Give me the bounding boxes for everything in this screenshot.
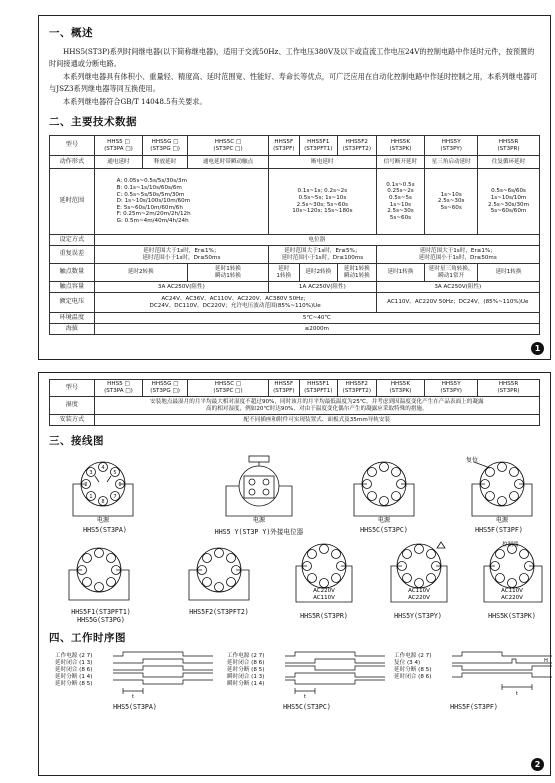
contact-cell-a: 延时2转换 <box>94 264 187 282</box>
power-label: 电源 <box>252 517 266 524</box>
wiring-caption: HHS5Y(ST3PY) <box>394 612 442 620</box>
model-cell: HHS5Y (ST3PY) <box>425 136 478 156</box>
wiring-diagram-hhs5r <box>284 540 364 610</box>
mount-cell: 配不同插座和附件可实现装置式、面板式及35mm导轨安装 <box>94 415 539 426</box>
humidity-line-2: 高的相对湿度，例如20℃时达90%，对由于温度变化偶尔产生的凝露应采取特殊的措施。 <box>206 405 428 412</box>
svg-text:7: 7 <box>113 494 117 500</box>
model-cell: HHS5F2 (ST3PFT2) <box>338 380 377 397</box>
row-label-contact: 触点数量 <box>50 264 95 282</box>
range-cell-k: 0.1s~0.5s 0.25s~2s 0.5s~5s 1s~10s 2.5s~30s 5s~60s <box>376 169 425 235</box>
spec-table-continued <box>49 379 540 426</box>
voltage-cell-k: AC110V、AC220V 50Hz；DC24V，(85%~110%)Ue <box>376 293 539 313</box>
svg-text:4: 4 <box>101 465 105 471</box>
ac-label: AC220V <box>408 595 430 601</box>
timing-waveform <box>285 651 385 699</box>
range-cell-a: A: 0.05s~0.5s/5s/30s/3m B: 0.1s~1s/10s/60s/6m C: 0.5s~5s/50s/5m/30m D: 1s~10s/100s/10m/60m E: 5s~60s/10m/60m/6h F: 0.25m~2m/20m/2h/12h G: 0.5m~4m/40m/4h/24h <box>94 169 268 235</box>
timing-label: 延时闭合 (8 6) <box>227 660 265 666</box>
section-tech-heading: 二、主要技术数据 <box>49 116 137 128</box>
overview-paragraph-2: 本系列继电器具有体积小、重量轻、精度高、延时范围宽、性能好、寿命长等优点，可广泛应用在自动化控制电路中作延时控制之用，本系列继电器可与JSZ3系列继电器等同互换使用。 <box>49 72 538 93</box>
table-row <box>50 313 540 324</box>
wiring-caption: HHS5F2(ST3PFT2) <box>189 608 249 616</box>
t-label: t <box>516 691 518 697</box>
t-label: t <box>304 694 306 699</box>
timing-label: 延时分断 (1 4) <box>55 674 93 680</box>
timing-chart-hhs5f <box>394 651 554 713</box>
action-cell: 往复循环延时 <box>478 156 540 169</box>
table-row <box>50 293 540 313</box>
wiring-diagram-hhs5f <box>454 454 544 526</box>
power-label: 电源 <box>495 517 509 524</box>
setting-cell: 电位器 <box>94 235 539 246</box>
timing-chart-hhs5 <box>55 651 215 713</box>
model-cell: HHS5F1 (ST3PFT1) <box>299 380 338 397</box>
contact-cell-k: 延时1转换 <box>376 264 425 282</box>
wiring-caption: HHS5 Y(ST3P Y)外接电位器 <box>214 528 304 536</box>
repeat-cell-a: 延时范围大于1s时，Er≤1%； 延时范围小于1s时，Dr≤50ms <box>94 246 268 264</box>
reset-label: 复位 <box>466 457 479 464</box>
wiring-caption: HHS5F(ST3PF) <box>475 526 523 534</box>
wiring-diagram-hhs5f1 <box>59 540 139 606</box>
wiring-row-1 <box>49 454 540 534</box>
wiring-diagram-hhs5y <box>379 540 459 610</box>
timing-label: 延时闭合 (1 3) <box>55 660 93 666</box>
action-cell: 断电延时 <box>269 156 377 169</box>
capacity-cell-a: 3A AC250V(阻性) <box>94 282 268 293</box>
action-cell: 释放延时 <box>143 156 188 169</box>
range-cell-r: 0.5s~6s/60s 1s~10s/10m 2.5s~30s/30m 5s~60s/60m <box>478 169 540 235</box>
timing-waveform <box>452 651 552 699</box>
table-row <box>50 415 540 426</box>
model-cell: HHS5C □ (ST3PC □) <box>187 380 268 397</box>
table-row <box>50 235 540 246</box>
row-label-altitude: 海拔 <box>50 324 95 335</box>
contact-cell-f: 延时 1转换 <box>269 264 299 282</box>
overview-paragraph-1: HHS5(ST3P)系列时间继电器(以下简称继电器)，适用于交流50Hz、工作电压380V及以下或直流工作电压24V的控制电路中作延时元件，按预置的时间接通或分断电路。 <box>49 47 535 68</box>
timing-label: 延时闭合 (8 6) <box>394 674 432 680</box>
timing-caption: HHS5C(ST3PC) <box>283 703 331 711</box>
spec-table <box>49 135 540 335</box>
model-cell: HHS5C □ (ST3PC □) <box>187 136 268 156</box>
model-cell: HHS5R (ST3PR) <box>478 380 540 397</box>
model-cell: HHS5K (ST3PK) <box>376 380 425 397</box>
row-label-mount: 安装方式 <box>50 415 95 426</box>
timing-label: 延时分断 (8 5) <box>227 667 265 673</box>
table-row <box>50 169 540 235</box>
model-cell: HHS5R (ST3PR) <box>478 136 540 156</box>
page-1 <box>38 15 551 360</box>
model-cell: HHS5F2 (ST3PFT2) <box>338 136 377 156</box>
contact-cell-c: 延时1转换 瞬动1转换 <box>187 264 268 282</box>
altitude-cell: ≤2000m <box>94 324 539 335</box>
h-label: H <box>544 658 548 664</box>
repeat-cell-f: 延时范围大于1s时，Er≤5%； 延时范围小于1s时，Dr≤100ms <box>269 246 377 264</box>
contact-cell-f1: 延时2转换 <box>299 264 338 282</box>
capacity-cell-k: 3A AC250V(阻性) <box>376 282 539 293</box>
ac-label: AC220V <box>313 588 335 594</box>
wiring-diagram-hhs5c <box>344 454 424 524</box>
timing-caption: HHS5(ST3PA) <box>113 703 157 711</box>
table-row <box>50 264 540 282</box>
wiring-diagram-hhs5f2 <box>179 540 259 606</box>
repeat-cell-k: 延时范围大于1s时，Er≤1%； 延时范围小于1s时，Dr≤50ms <box>376 246 539 264</box>
table-row <box>50 397 540 415</box>
timing-label: 复位 (3 4) <box>394 660 421 666</box>
capacity-cell-f: 1A AC250V(阻性) <box>269 282 377 293</box>
wiring-diagram-hhs5k <box>464 540 554 610</box>
page-2 <box>38 372 551 776</box>
wiring-diagram-hhs5 <box>63 454 143 524</box>
range-cell-f: 0.1s~1s; 0.2s~2s 0.5s~5s; 1s~10s 2.5s~30s; 5s~60s 10s~120s; 15s~180s <box>269 169 377 235</box>
section-overview-heading: 一、概述 <box>49 27 93 39</box>
wiring-caption: HHS5(ST3PA) <box>83 526 127 534</box>
ac-label: AC110V <box>408 588 430 594</box>
row-label-capacity: 触点容量 <box>50 282 95 293</box>
wiring-caption: HHS5F1(ST3PFT1) HHS5G(ST3PG) <box>71 608 131 624</box>
table-row <box>50 136 540 156</box>
timing-label: 瞬时分断 (1 4) <box>227 681 265 687</box>
row-label-model: 型号 <box>50 136 95 156</box>
wiring-caption: HHS5C(ST3PC) <box>360 526 408 534</box>
section-wiring-heading: 三、接线图 <box>49 435 104 447</box>
table-row <box>50 156 540 169</box>
model-cell: HHS5F (ST3PF) <box>269 380 299 397</box>
timing-label: 瞬时闭合 (1 3) <box>227 674 265 680</box>
voltage-cell-a: AC24V、AC36V、AC110V、AC220V、AC380V 50Hz； DC24V、DC110V、DC220V；允许电压波动范围(85%~110%)Ue <box>94 293 376 313</box>
timing-label: 延时分断 (8 5) <box>394 667 432 673</box>
row-label-temp: 环境温度 <box>50 313 95 324</box>
svg-text:8: 8 <box>101 499 105 505</box>
timing-chart-hhs5c <box>227 651 387 713</box>
svg-text:3: 3 <box>89 470 93 476</box>
model-cell: HHS5G □ (ST3PG □) <box>143 136 188 156</box>
timing-label: 工作电源 (2 7) <box>55 653 93 659</box>
temp-cell: 5℃~40℃ <box>94 313 539 324</box>
timing-label: 工作电源 (2 7) <box>394 653 432 659</box>
contact-cell-r: 延时1转换 <box>478 264 540 282</box>
row-label-model: 型号 <box>50 380 95 397</box>
model-cell: HHS5K (ST3PK) <box>376 136 425 156</box>
humidity-cell <box>94 397 539 415</box>
table-row <box>50 380 540 397</box>
wiring-caption: HHS5R(ST3PR) <box>300 612 348 620</box>
wiring-row-2 <box>49 540 540 628</box>
table-row <box>50 282 540 293</box>
wiring-diagram-hhs5y-ext <box>214 454 304 526</box>
power-label: 电源 <box>377 517 391 524</box>
humidity-line-1: 安装地点最湿月的月平均最大相对湿度不超过90%，同时该月的月平均最低温度为25℃，并考虑到因温度变化产生在产品表面上的凝露 <box>150 398 484 405</box>
model-cell: HHS5 □ (ST3PA □) <box>94 136 143 156</box>
t-label: t <box>132 694 134 699</box>
row-label-range: 延时范围 <box>50 169 95 235</box>
action-cell: 星三角启动延时 <box>425 156 478 169</box>
ac-label: AC110V <box>313 595 335 601</box>
svg-text:2: 2 <box>84 482 88 488</box>
model-cell: HHS5G □ (ST3PG □) <box>143 380 188 397</box>
table-row <box>50 324 540 335</box>
contact-cell-y: 延时星三角转换，瞬动1常开 <box>425 264 478 282</box>
action-cell: 信号断开延时 <box>376 156 425 169</box>
action-cell: 通电延时 <box>94 156 143 169</box>
timing-label: 延时分断 (8 5) <box>55 681 93 687</box>
model-cell: HHS5 □ (ST3PA □) <box>94 380 143 397</box>
row-label-setting: 设定方式 <box>50 235 95 246</box>
timing-label: 工作电源 (2 7) <box>227 653 265 659</box>
timing-row <box>49 651 548 713</box>
svg-text:5: 5 <box>113 470 117 476</box>
ac-label: AC220V <box>501 595 523 601</box>
overview-paragraph-3: 本系列继电器符合GB/T 14048.5有关要求。 <box>63 97 207 106</box>
timing-label: 延时闭合 (8 6) <box>55 667 93 673</box>
svg-text:1: 1 <box>89 494 93 500</box>
wiring-caption: HHS5K(ST3PK) <box>488 612 536 620</box>
svg-text:6: 6 <box>118 482 122 488</box>
row-label-repeat: 重复误差 <box>50 246 95 264</box>
action-cell: 通电延时带瞬动触点 <box>187 156 268 169</box>
ac-label: AC110V <box>501 588 523 594</box>
model-cell: HHS5F (ST3PF) <box>269 136 299 156</box>
model-cell: HHS5Y (ST3PY) <box>425 380 478 397</box>
page-number-badge: 2 <box>531 758 544 771</box>
timing-waveform <box>113 651 213 699</box>
section-timing-heading: 四、工作时序图 <box>49 632 126 644</box>
page-number-badge: 1 <box>531 342 544 355</box>
model-cell: HHS5F1 (ST3PFT1) <box>299 136 338 156</box>
control-label: 控制端 <box>502 542 519 548</box>
row-label-humidity: 湿度 <box>50 397 95 415</box>
timing-caption: HHS5F(ST3PF) <box>450 703 498 711</box>
power-label: 电源 <box>96 517 110 524</box>
contact-cell-f2: 延时1转换 瞬动1转换 <box>338 264 377 282</box>
row-label-action: 动作形式 <box>50 156 95 169</box>
table-row <box>50 246 540 264</box>
row-label-voltage: 额定电压 <box>50 293 95 313</box>
range-cell-y: 1s~10s 2.5s~30s 5s~60s <box>425 169 478 235</box>
